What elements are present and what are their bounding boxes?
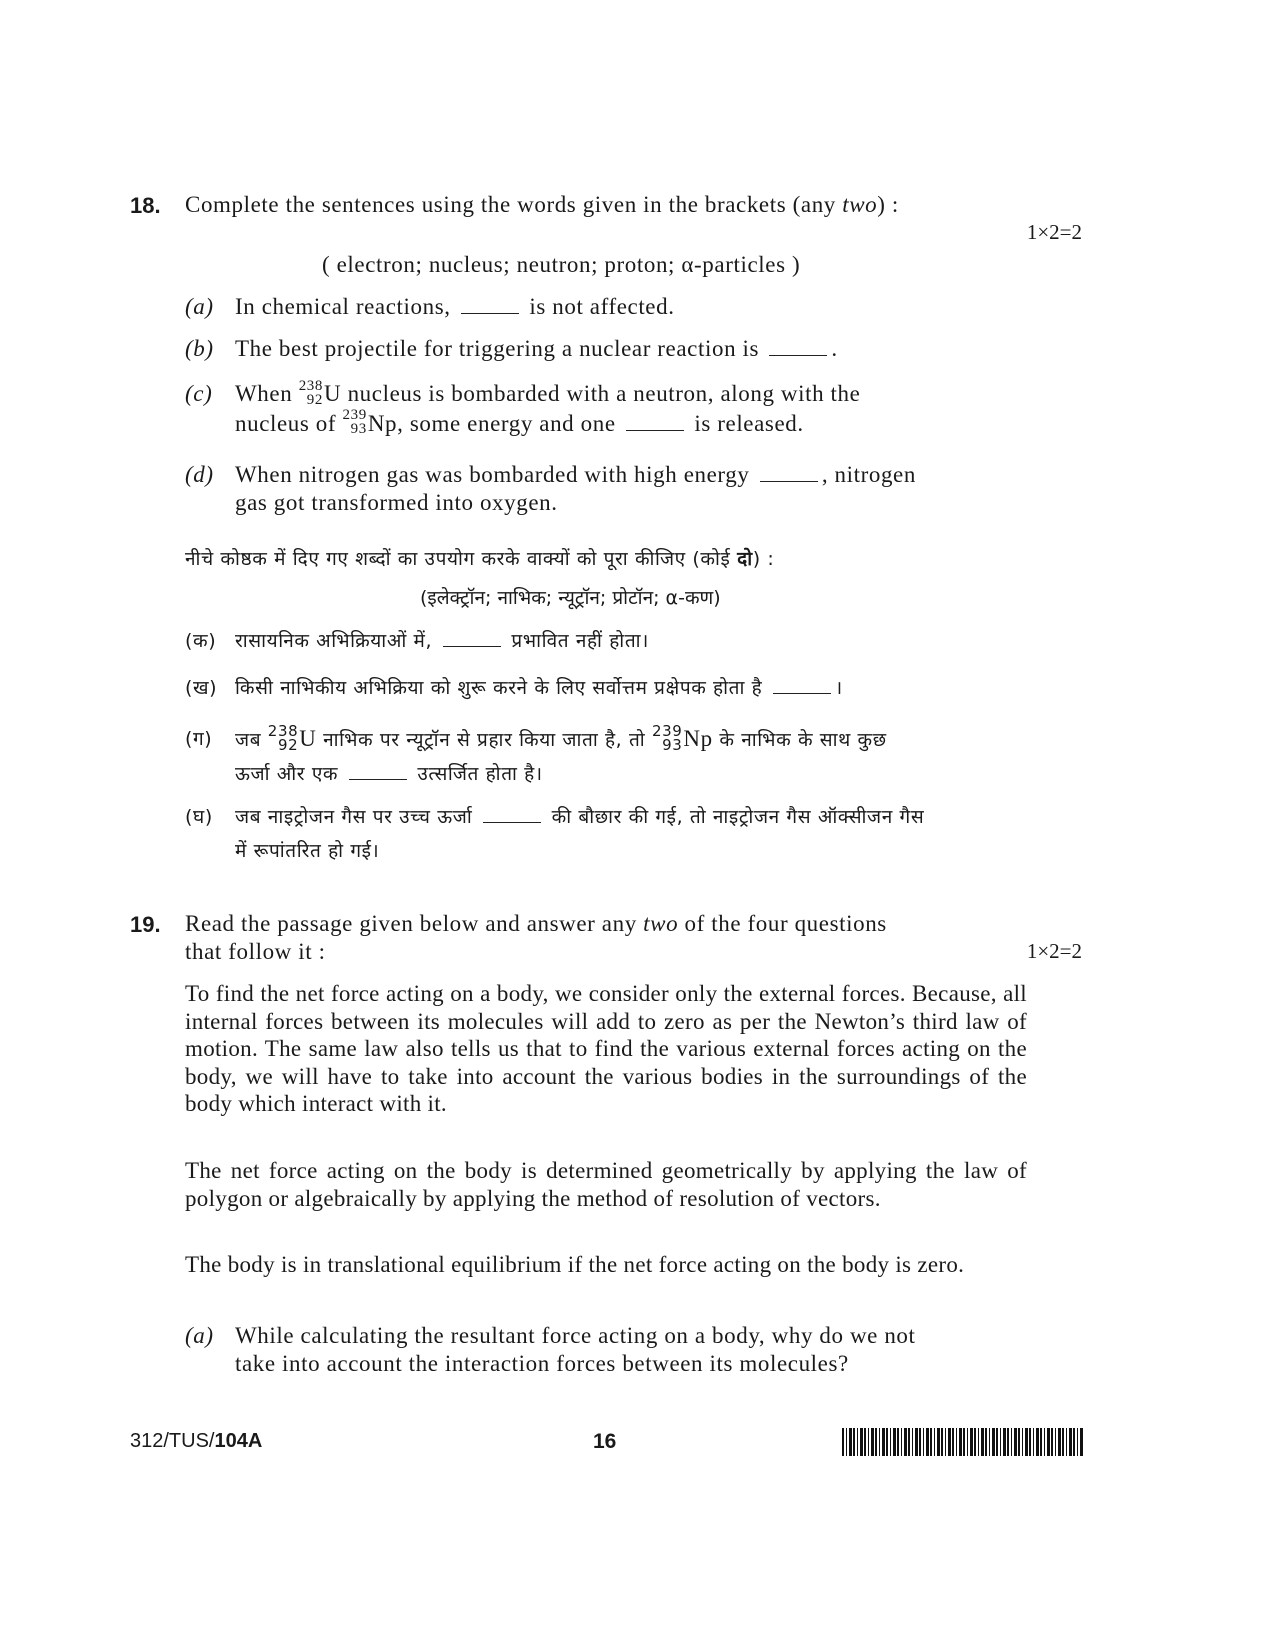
item-label: (d) xyxy=(185,462,214,487)
item-text: किसी नाभिकीय अभिक्रिया को शुरू करने के लिए सर्वोत्तम प्रक्षेपक होता है xyxy=(235,677,763,699)
item-text: जब xyxy=(235,729,262,751)
question-19-prompt xyxy=(185,910,1025,966)
item-label: (ख) xyxy=(185,677,218,699)
prompt-text: Complete the sentences using the words given in the brackets (any xyxy=(185,192,843,217)
item-text: nucleus of xyxy=(235,410,337,436)
item-text: प्रभावित नहीं होता। xyxy=(511,630,649,652)
answer-blank xyxy=(483,821,541,823)
mass-number: 238 xyxy=(298,377,323,394)
element-symbol: Np xyxy=(683,726,713,751)
page-number: 16 xyxy=(593,1430,617,1453)
question-18-marks: 1×2=2 xyxy=(1026,220,1082,244)
item-text: , nitrogen xyxy=(821,462,916,487)
hindi-prompt xyxy=(185,545,1025,573)
item-label: (ग) xyxy=(185,728,213,750)
atomic-number: 93 xyxy=(662,735,683,754)
item-text: रासायनिक अभिक्रियाओं में, xyxy=(235,630,433,652)
mass-number: 239 xyxy=(651,721,683,740)
item-text: take into account the interaction forces between its molecules? xyxy=(235,1351,849,1376)
isotope-u238 xyxy=(267,721,299,754)
mass-number: 239 xyxy=(342,407,367,424)
mass-number: 238 xyxy=(267,721,299,740)
atomic-number: 92 xyxy=(277,735,299,754)
prompt-text: ) : xyxy=(877,192,899,217)
question-18-number: 18. xyxy=(130,193,161,218)
answer-blank xyxy=(769,354,827,356)
answer-blank xyxy=(626,429,684,431)
element-symbol: U xyxy=(299,726,317,751)
element-symbol: U xyxy=(324,381,342,406)
item-text: ऊर्जा और एक xyxy=(235,763,339,785)
item-text: When nitrogen gas was bombarded with high energy xyxy=(235,462,750,487)
item-text: While calculating the resultant force acting on a body, why do we not xyxy=(235,1323,916,1348)
answer-blank xyxy=(461,312,519,314)
paper-code-suffix: 104A xyxy=(214,1430,263,1452)
item-label: (c) xyxy=(185,381,213,406)
isotope-u238 xyxy=(299,379,323,407)
question-19-marks: 1×2=2 xyxy=(1026,939,1082,963)
prompt-text: नीचे कोष्ठक में दिए गए शब्दों का उपयोग करके वाक्यों को पूरा कीजिए (कोई xyxy=(185,548,738,570)
item-label: (a) xyxy=(185,1323,214,1348)
item-text: की बौछार की गई, तो नाइट्रोजन गैस ऑक्सीजन गैस xyxy=(551,806,925,828)
answer-blank xyxy=(349,778,407,780)
prompt-emphasis: two xyxy=(842,192,878,217)
element-symbol: Np xyxy=(367,410,398,436)
item-text: is released. xyxy=(694,410,804,436)
answer-blank xyxy=(773,692,831,694)
item-text: nucleus is bombarded with a neutron, along with the xyxy=(347,381,861,406)
item-text: is not affected. xyxy=(529,294,675,319)
item-label: (a) xyxy=(185,294,214,319)
item-text: नाभिक पर न्यूट्रॉन से प्रहार किया जाता है, तो xyxy=(323,729,646,751)
question-19-number: 19. xyxy=(130,912,161,937)
word-bank: ( electron; nucleus; neutron; proton; α-particles ) xyxy=(322,252,801,277)
item-text: , some energy and one xyxy=(397,410,616,436)
passage-paragraph-3: The body is in translational equilibrium if the net force acting on the body is zero. xyxy=(185,1252,965,1277)
prompt-emphasis: two xyxy=(643,911,679,936)
item-label: (b) xyxy=(185,336,214,361)
passage-paragraph-2: The net force acting on the body is determined geometrically by applying the law of polygon or algebraically by applying the method of resolution of vectors. xyxy=(185,1158,1027,1211)
paper-code-prefix: 312/TUS/ xyxy=(130,1430,215,1452)
passage-paragraph-1: To find the net force acting on a body, we consider only the external forces. Because, all internal forces between its molecules will add to zero as per the Newton’s third law of motion. The same law also tells us that to find the various external forces acting on the body, we will have to take into account the various bodies in the surroundings of the body which interact with it. xyxy=(185,981,1027,1116)
item-label: (घ) xyxy=(185,806,213,828)
barcode xyxy=(842,1428,1084,1456)
item-text: gas got transformed into oxygen. xyxy=(235,490,558,515)
prompt-text: of the four questions xyxy=(678,911,887,936)
paper-code xyxy=(130,1430,262,1453)
prompt-emphasis: दो xyxy=(737,548,753,570)
item-text: उत्सर्जित होता है। xyxy=(417,763,543,785)
isotope-np239 xyxy=(343,408,367,436)
question-18-prompt xyxy=(185,191,1045,219)
answer-blank xyxy=(443,645,501,647)
item-label: (क) xyxy=(185,630,217,652)
prompt-text: Read the passage given below and answer any xyxy=(185,911,644,936)
item-text: . xyxy=(831,336,838,361)
hindi-word-bank: (इलेक्ट्रॉन; नाभिक; न्यूट्रॉन; प्रोटॉन; α-कण) xyxy=(420,587,721,609)
item-text: When xyxy=(235,381,293,406)
item-text: । xyxy=(834,677,843,699)
item-text: In chemical reactions, xyxy=(235,294,451,319)
item-text: The best projectile for triggering a nuclear reaction is xyxy=(235,336,760,361)
prompt-text: ) : xyxy=(752,548,775,570)
prompt-text: that follow it : xyxy=(185,939,326,964)
item-text: जब नाइट्रोजन गैस पर उच्च ऊर्जा xyxy=(235,806,473,828)
isotope-np239 xyxy=(651,721,683,754)
atomic-number: 93 xyxy=(350,421,367,438)
item-text: में रूपांतरित हो गई। xyxy=(235,840,380,862)
item-text: के नाभिक के साथ कुछ xyxy=(719,729,887,751)
answer-blank xyxy=(760,480,818,482)
atomic-number: 92 xyxy=(306,391,323,408)
